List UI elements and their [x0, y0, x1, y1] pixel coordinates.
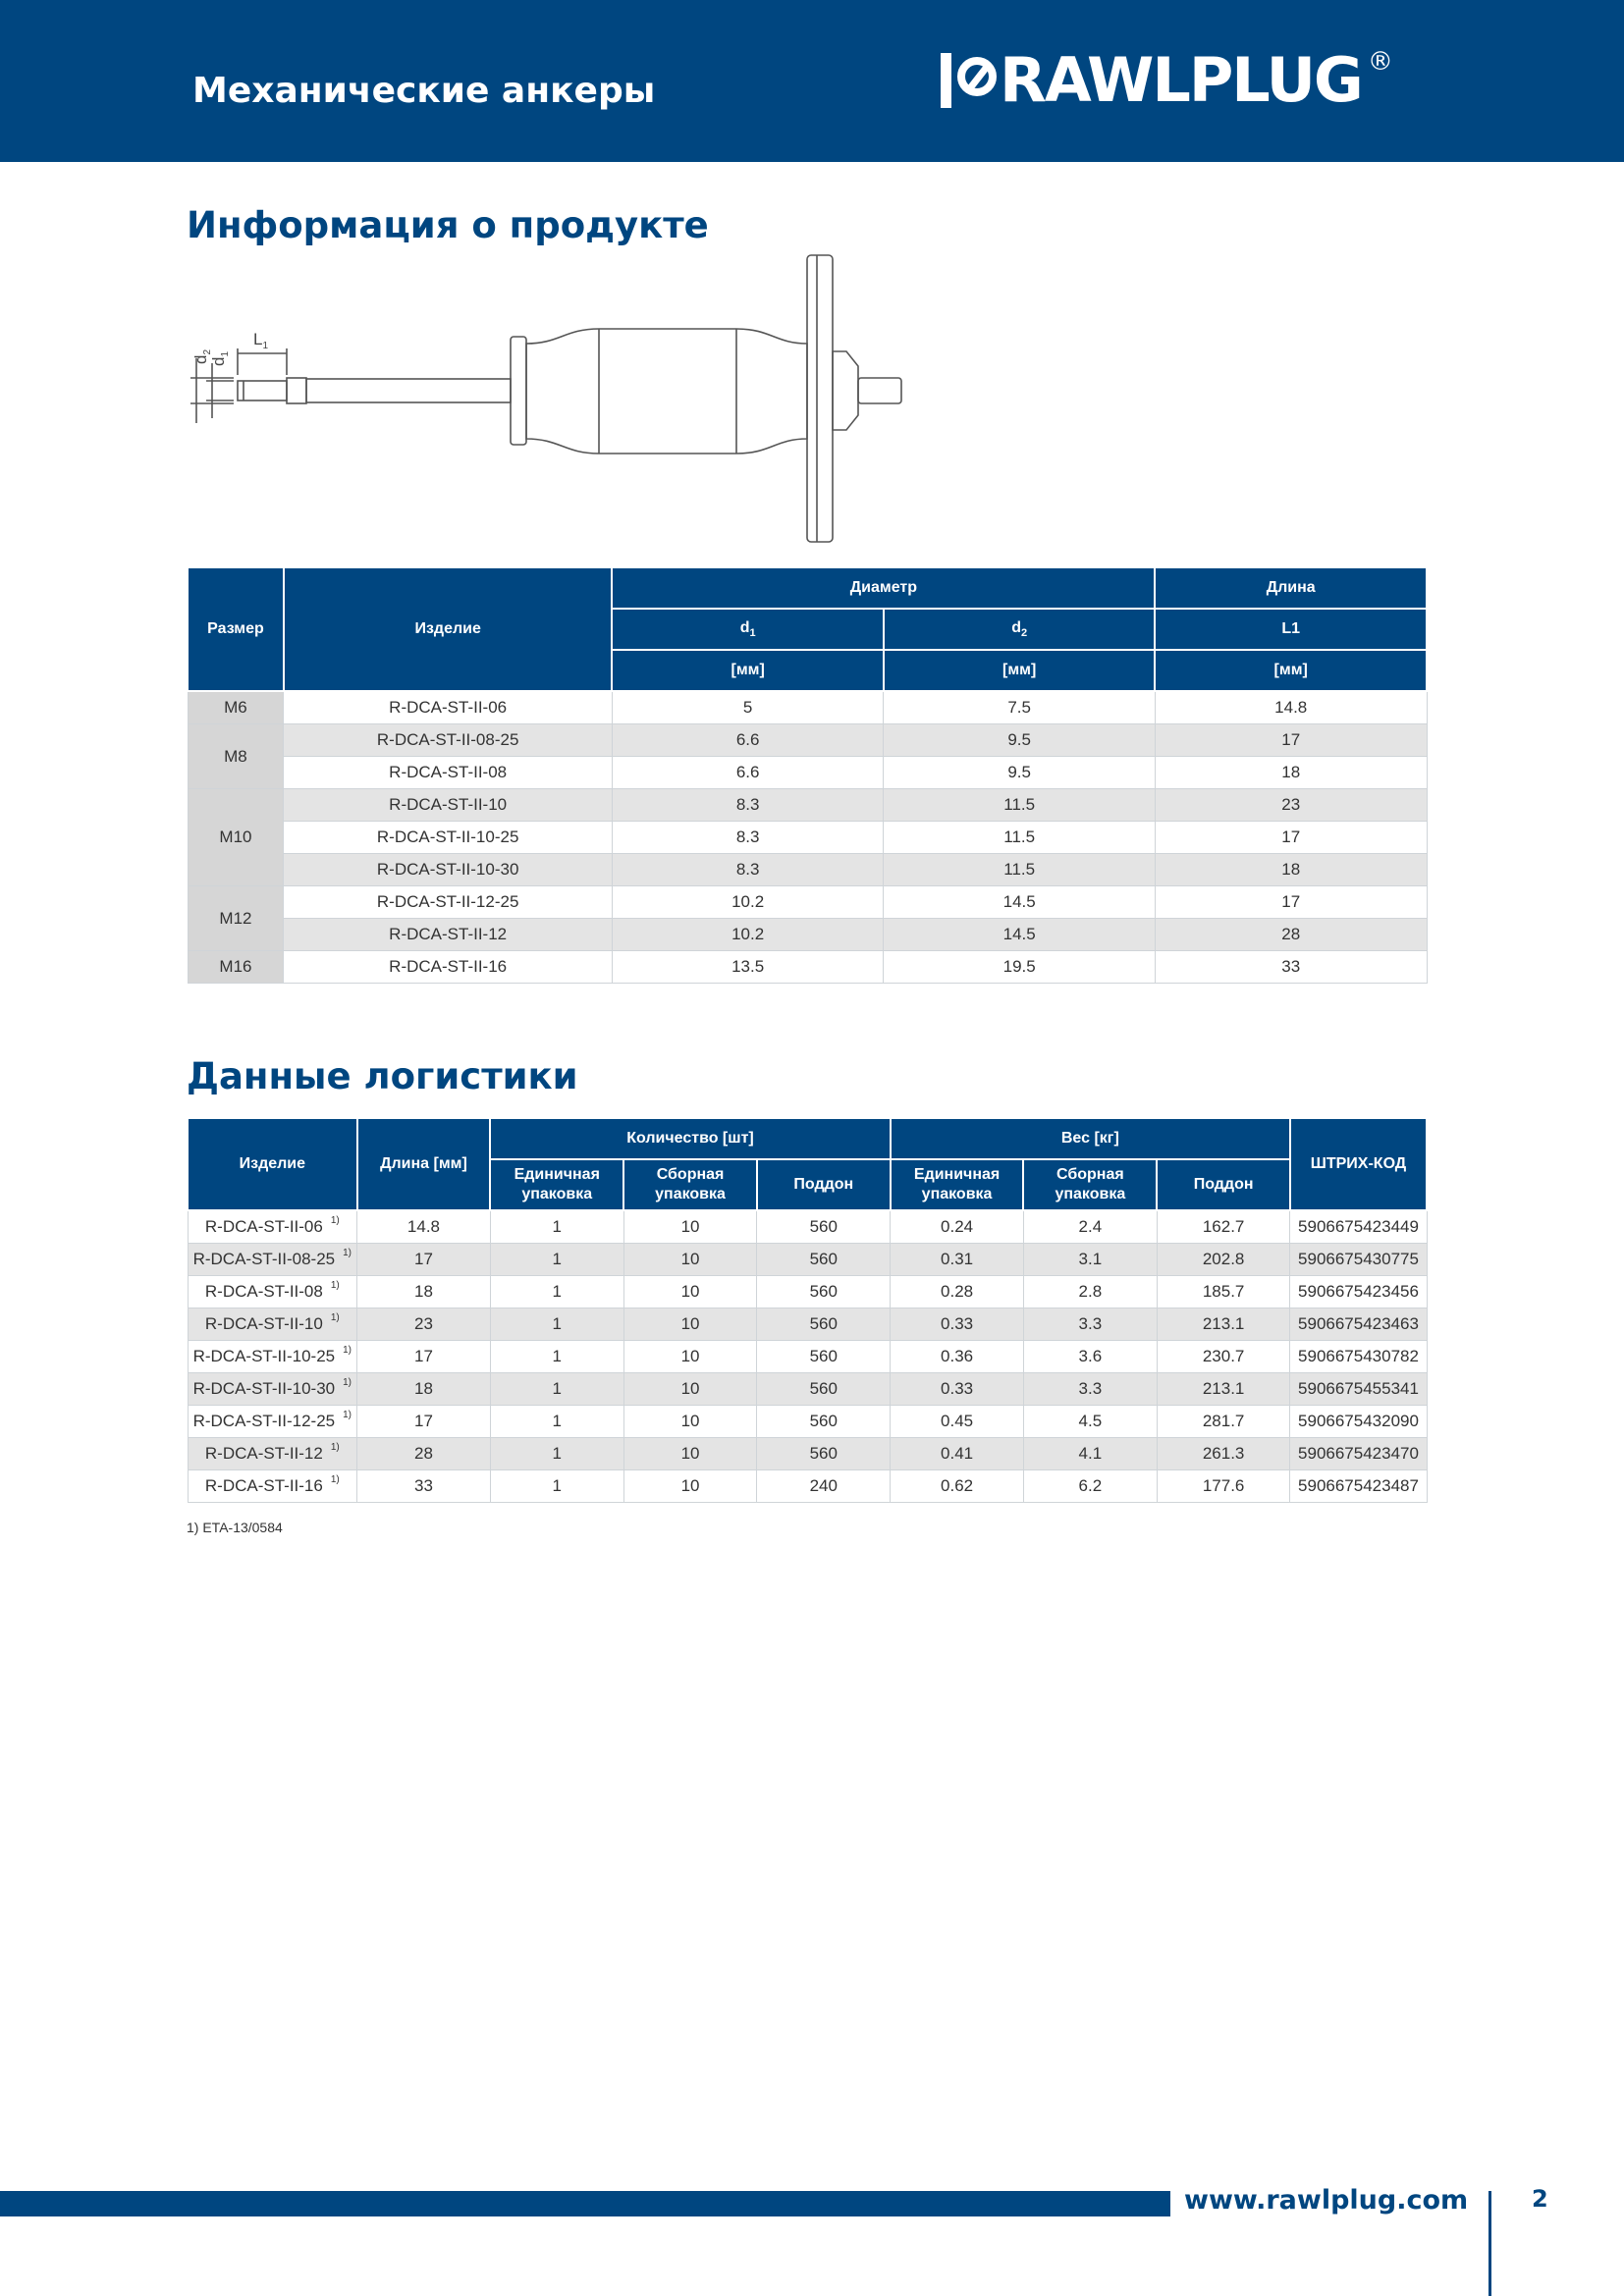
cell-product: [188, 1470, 357, 1503]
cell-q-bulk: 10: [623, 1438, 757, 1470]
cell-barcode: 5906675430775: [1290, 1244, 1427, 1276]
cell-w-pallet: 177.6: [1157, 1470, 1290, 1503]
logo-registered-mark: ®: [1367, 47, 1393, 77]
product-code: R-DCA-ST-II-08-25: [192, 1250, 336, 1268]
th-log-quantity: Количество [шт]: [490, 1118, 890, 1159]
cell-q-pallet: 560: [757, 1276, 891, 1308]
cell-l1: 18: [1155, 757, 1427, 789]
table-row: [188, 691, 1427, 724]
cell-q-pallet: 560: [757, 1438, 891, 1470]
cell-d2: 14.5: [884, 886, 1156, 919]
drawing-label-l1: $L_1$: [253, 330, 269, 351]
table-row: [188, 789, 1427, 822]
th-length: Длина: [1155, 567, 1427, 609]
cell-q-unit: 1: [490, 1341, 623, 1373]
table-row: [188, 822, 1427, 854]
cell-w-pallet: 185.7: [1157, 1276, 1290, 1308]
cell-product: [188, 1276, 357, 1308]
table-row: [188, 919, 1427, 951]
product-info-table: [187, 566, 1428, 984]
cell-d1: 10.2: [612, 886, 884, 919]
cell-l1: 17: [1155, 822, 1427, 854]
cell-barcode: 5906675423470: [1290, 1438, 1427, 1470]
cell-product: [188, 1210, 357, 1244]
table-row: [188, 757, 1427, 789]
drawing-guard-disc: [807, 255, 833, 542]
table-row: [188, 951, 1427, 984]
cell-d2: 11.5: [884, 822, 1156, 854]
cell-size: M6: [188, 691, 284, 724]
footer-bar: [0, 2191, 1170, 2216]
table-row: [188, 1244, 1427, 1276]
cell-w-bulk: 2.4: [1023, 1210, 1157, 1244]
cell-w-bulk: 3.3: [1023, 1373, 1157, 1406]
table-row: [188, 1276, 1427, 1308]
cell-d2: 11.5: [884, 854, 1156, 886]
cell-barcode: 5906675423449: [1290, 1210, 1427, 1244]
table-row: [188, 1406, 1427, 1438]
table-row: [188, 1341, 1427, 1373]
cell-w-unit: 0.36: [891, 1341, 1024, 1373]
th-log-barcode: ШТРИХ-КОД: [1290, 1118, 1427, 1210]
cell-l1: 17: [1155, 724, 1427, 757]
cell-length: 17: [357, 1244, 491, 1276]
cell-size: M10: [188, 789, 284, 886]
cell-w-pallet: 261.3: [1157, 1438, 1290, 1470]
cell-product: R-DCA-ST-II-08: [284, 757, 612, 789]
cell-w-unit: 0.31: [891, 1244, 1024, 1276]
cell-w-bulk: 6.2: [1023, 1470, 1157, 1503]
product-code: R-DCA-ST-II-10-30: [192, 1379, 336, 1398]
footnote-ref: 1): [330, 1215, 340, 1227]
cell-q-bulk: 10: [623, 1373, 757, 1406]
cell-product: [188, 1438, 357, 1470]
table-row: [188, 1373, 1427, 1406]
cell-barcode: 5906675432090: [1290, 1406, 1427, 1438]
cell-q-unit: 1: [490, 1373, 623, 1406]
cell-d1: 5: [612, 691, 884, 724]
drawing-rear-nut: [833, 351, 858, 430]
cell-length: 18: [357, 1373, 491, 1406]
product-code: R-DCA-ST-II-06: [204, 1217, 323, 1236]
footer-url-link[interactable]: www.rawlplug.com: [1184, 2185, 1469, 2216]
cell-q-unit: 1: [490, 1244, 623, 1276]
cell-product: [188, 1406, 357, 1438]
th-log-product: Изделие: [188, 1118, 357, 1210]
drawing-tip: [238, 381, 287, 400]
cell-d1: 8.3: [612, 822, 884, 854]
product-info-title: Информация о продукте: [187, 204, 709, 246]
cell-d1: 10.2: [612, 919, 884, 951]
footnote: 1) ETA-13/0584: [187, 1520, 283, 1535]
cell-product: R-DCA-ST-II-12: [284, 919, 612, 951]
cell-barcode: 5906675423463: [1290, 1308, 1427, 1341]
cell-l1: 17: [1155, 886, 1427, 919]
product-drawing: [187, 250, 992, 555]
footnote-ref: 1): [343, 1410, 352, 1421]
cell-q-pallet: 560: [757, 1341, 891, 1373]
cell-q-unit: 1: [490, 1470, 623, 1503]
cell-product: R-DCA-ST-II-10-30: [284, 854, 612, 886]
cell-barcode: 5906675455341: [1290, 1373, 1427, 1406]
footnote-ref: 1): [343, 1345, 352, 1357]
cell-w-unit: 0.28: [891, 1276, 1024, 1308]
cell-size: M12: [188, 886, 284, 951]
cell-q-unit: 1: [490, 1210, 623, 1244]
cell-length: 18: [357, 1276, 491, 1308]
drawing-collar: [287, 378, 306, 403]
table-row: [188, 1438, 1427, 1470]
cell-w-pallet: 213.1: [1157, 1308, 1290, 1341]
logistics-title: Данные логистики: [187, 1055, 578, 1097]
drawing-handle: [526, 329, 807, 454]
cell-size: M16: [188, 951, 284, 984]
cell-q-bulk: 10: [623, 1210, 757, 1244]
cell-q-pallet: 560: [757, 1244, 891, 1276]
th-q-bulk-pack: Сборная упаковка: [623, 1159, 757, 1210]
cell-product: [188, 1308, 357, 1341]
cell-w-bulk: 3.3: [1023, 1308, 1157, 1341]
th-unit: [мм]: [884, 650, 1156, 691]
cell-length: 28: [357, 1438, 491, 1470]
cell-barcode: 5906675423456: [1290, 1276, 1427, 1308]
logo-mark-icon: [941, 53, 1000, 108]
product-code: R-DCA-ST-II-12: [204, 1444, 323, 1463]
cell-length: 33: [357, 1470, 491, 1503]
th-product: Изделие: [284, 567, 612, 691]
product-code: R-DCA-ST-II-12-25: [192, 1412, 336, 1430]
cell-d1: 13.5: [612, 951, 884, 984]
cell-product: R-DCA-ST-II-16: [284, 951, 612, 984]
cell-w-bulk: 4.5: [1023, 1406, 1157, 1438]
cell-w-unit: 0.24: [891, 1210, 1024, 1244]
drawing-label-d2: $d_2$: [191, 348, 213, 364]
cell-length: 14.8: [357, 1210, 491, 1244]
drawing-handle-end: [511, 337, 526, 445]
th-unit: [мм]: [1155, 650, 1427, 691]
logistics-table: [187, 1117, 1428, 1503]
logistics-body: [188, 1210, 1427, 1503]
cell-product: [188, 1373, 357, 1406]
footnote-ref: 1): [343, 1248, 352, 1259]
cell-length: 17: [357, 1341, 491, 1373]
cell-q-bulk: 10: [623, 1341, 757, 1373]
th-w-pallet: Поддон: [1157, 1159, 1290, 1210]
th-d2: $d_2$: [884, 609, 1156, 650]
cell-product: R-DCA-ST-II-12-25: [284, 886, 612, 919]
cell-w-pallet: 162.7: [1157, 1210, 1290, 1244]
cell-w-pallet: 213.1: [1157, 1373, 1290, 1406]
drawing-rear-stud: [858, 378, 901, 403]
cell-barcode: 5906675430782: [1290, 1341, 1427, 1373]
cell-barcode: 5906675423487: [1290, 1470, 1427, 1503]
cell-product: [188, 1341, 357, 1373]
th-log-length: Длина [мм]: [357, 1118, 491, 1210]
footnote-ref: 1): [330, 1280, 340, 1292]
cell-d1: 8.3: [612, 854, 884, 886]
cell-q-pallet: 560: [757, 1373, 891, 1406]
cell-q-unit: 1: [490, 1308, 623, 1341]
cell-d2: 9.5: [884, 757, 1156, 789]
page-number: 2: [1532, 2185, 1548, 2213]
cell-d1: 6.6: [612, 757, 884, 789]
header-title: Механические анкеры: [192, 71, 656, 111]
cell-product: [188, 1244, 357, 1276]
cell-w-unit: 0.33: [891, 1308, 1024, 1341]
cell-q-pallet: 240: [757, 1470, 891, 1503]
cell-d2: 19.5: [884, 951, 1156, 984]
th-d1: $d_1$: [612, 609, 884, 650]
cell-q-bulk: 10: [623, 1406, 757, 1438]
cell-d2: 9.5: [884, 724, 1156, 757]
cell-w-bulk: 4.1: [1023, 1438, 1157, 1470]
cell-q-bulk: 10: [623, 1308, 757, 1341]
th-l1: L1: [1155, 609, 1427, 650]
drawing-shaft: [306, 379, 511, 402]
cell-w-bulk: 3.1: [1023, 1244, 1157, 1276]
cell-w-unit: 0.33: [891, 1373, 1024, 1406]
product-code: R-DCA-ST-II-10: [204, 1314, 323, 1333]
table-row: [188, 1210, 1427, 1244]
table-row: [188, 724, 1427, 757]
table-row: [188, 1308, 1427, 1341]
footnote-ref: 1): [330, 1312, 340, 1324]
cell-q-bulk: 10: [623, 1276, 757, 1308]
rawlplug-logo: [941, 44, 1393, 116]
th-diameter: Диаметр: [612, 567, 1155, 609]
table-row: [188, 886, 1427, 919]
cell-l1: 23: [1155, 789, 1427, 822]
table-row: [188, 854, 1427, 886]
cell-w-bulk: 2.8: [1023, 1276, 1157, 1308]
cell-d1: 6.6: [612, 724, 884, 757]
product-code: R-DCA-ST-II-08: [204, 1282, 323, 1301]
footnote-ref: 1): [330, 1442, 340, 1454]
cell-q-pallet: 560: [757, 1210, 891, 1244]
cell-q-unit: 1: [490, 1276, 623, 1308]
th-w-bulk-pack: Сборная упаковка: [1023, 1159, 1157, 1210]
cell-size: M8: [188, 724, 284, 789]
cell-l1: 18: [1155, 854, 1427, 886]
cell-l1: 28: [1155, 919, 1427, 951]
footnote-ref: 1): [343, 1377, 352, 1389]
cell-l1: 33: [1155, 951, 1427, 984]
th-unit: [мм]: [612, 650, 884, 691]
cell-w-pallet: 281.7: [1157, 1406, 1290, 1438]
product-code: R-DCA-ST-II-16: [204, 1476, 323, 1495]
cell-product: R-DCA-ST-II-10-25: [284, 822, 612, 854]
cell-q-pallet: 560: [757, 1308, 891, 1341]
cell-product: R-DCA-ST-II-10: [284, 789, 612, 822]
cell-w-bulk: 3.6: [1023, 1341, 1157, 1373]
cell-q-unit: 1: [490, 1406, 623, 1438]
page-header: [0, 0, 1624, 162]
drawing-label-d1: $d_1$: [209, 350, 231, 366]
cell-l1: 14.8: [1155, 691, 1427, 724]
cell-q-unit: 1: [490, 1438, 623, 1470]
logo-text: RAWLPLUG: [1000, 44, 1362, 116]
cell-w-unit: 0.41: [891, 1438, 1024, 1470]
cell-q-bulk: 10: [623, 1470, 757, 1503]
th-log-weight: Вес [кг]: [891, 1118, 1290, 1159]
cell-d2: 11.5: [884, 789, 1156, 822]
product-info-body: [188, 691, 1427, 984]
th-w-unit-pack: Единичная упаковка: [891, 1159, 1024, 1210]
cell-d2: 7.5: [884, 691, 1156, 724]
cell-w-unit: 0.62: [891, 1470, 1024, 1503]
cell-q-bulk: 10: [623, 1244, 757, 1276]
cell-length: 23: [357, 1308, 491, 1341]
th-q-pallet: Поддон: [757, 1159, 891, 1210]
cell-product: R-DCA-ST-II-08-25: [284, 724, 612, 757]
cell-d2: 14.5: [884, 919, 1156, 951]
cell-q-pallet: 560: [757, 1406, 891, 1438]
th-size: Размер: [188, 567, 284, 691]
cell-w-pallet: 230.7: [1157, 1341, 1290, 1373]
cell-product: R-DCA-ST-II-06: [284, 691, 612, 724]
cell-d1: 8.3: [612, 789, 884, 822]
cell-length: 17: [357, 1406, 491, 1438]
cell-w-unit: 0.45: [891, 1406, 1024, 1438]
footnote-ref: 1): [330, 1474, 340, 1486]
table-row: [188, 1470, 1427, 1503]
th-q-unit-pack: Единичная упаковка: [490, 1159, 623, 1210]
footer-divider: [1489, 2191, 1491, 2296]
product-code: R-DCA-ST-II-10-25: [192, 1347, 336, 1365]
cell-w-pallet: 202.8: [1157, 1244, 1290, 1276]
